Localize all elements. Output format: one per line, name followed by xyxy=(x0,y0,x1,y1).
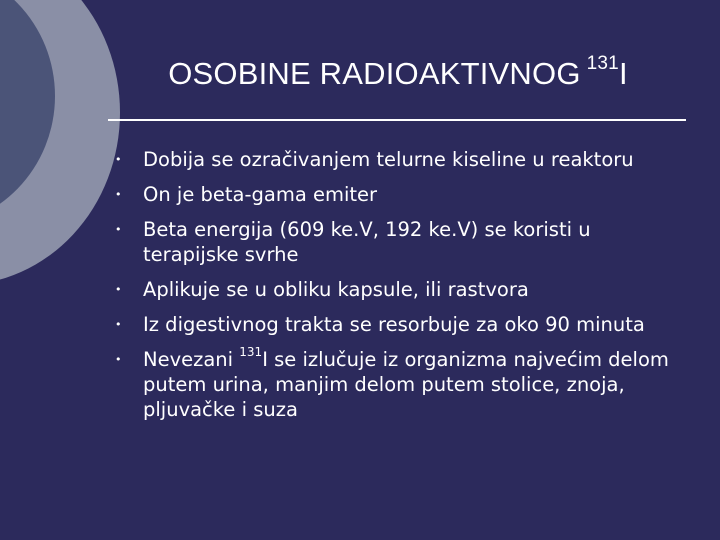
bullet-item xyxy=(112,312,692,337)
bullet-dot-icon: • xyxy=(115,283,122,296)
bullet-text: On je beta-gama emiter xyxy=(143,183,378,206)
title-underline xyxy=(108,119,686,121)
bullet-item xyxy=(112,344,692,422)
bullet-dot-icon: • xyxy=(115,188,122,201)
bullet-item xyxy=(112,217,692,267)
isotope-superscript: 131 xyxy=(239,344,263,359)
bullet-item xyxy=(112,277,692,302)
slide-title xyxy=(108,52,688,96)
title-suffix: I xyxy=(618,56,628,91)
bullet-text: Dobija se ozračivanjem telurne kiseline u reaktoru xyxy=(143,148,634,171)
bullet-text-before: Nevezani xyxy=(143,348,240,371)
title-superscript: 131 xyxy=(586,52,619,74)
bullet-dot-icon: • xyxy=(115,223,122,236)
bullet-text: Iz digestivnog trakta se resorbuje za oko 90 minuta xyxy=(143,313,645,336)
bullet-dot-icon: • xyxy=(115,353,122,366)
bullet-text: Aplikuje se u obliku kapsule, ili rastvora xyxy=(143,278,529,301)
bullet-text-after: I se izlučuje iz organizma najvećim delom putem urina, manjim delom putem stolice, znoja, pljuvačke i suza xyxy=(143,348,669,421)
bullet-item xyxy=(112,182,692,207)
bullet-item xyxy=(112,147,692,172)
bullet-dot-icon: • xyxy=(115,153,122,166)
bullet-dot-icon: • xyxy=(115,318,122,331)
bullet-text xyxy=(143,344,669,421)
bullet-text: Beta energija (609 ke.V, 192 ke.V) se koristi u terapijske svrhe xyxy=(143,218,591,266)
title-main: OSOBINE RADIOAKTIVNOG xyxy=(168,56,581,91)
bullet-list xyxy=(112,147,692,432)
